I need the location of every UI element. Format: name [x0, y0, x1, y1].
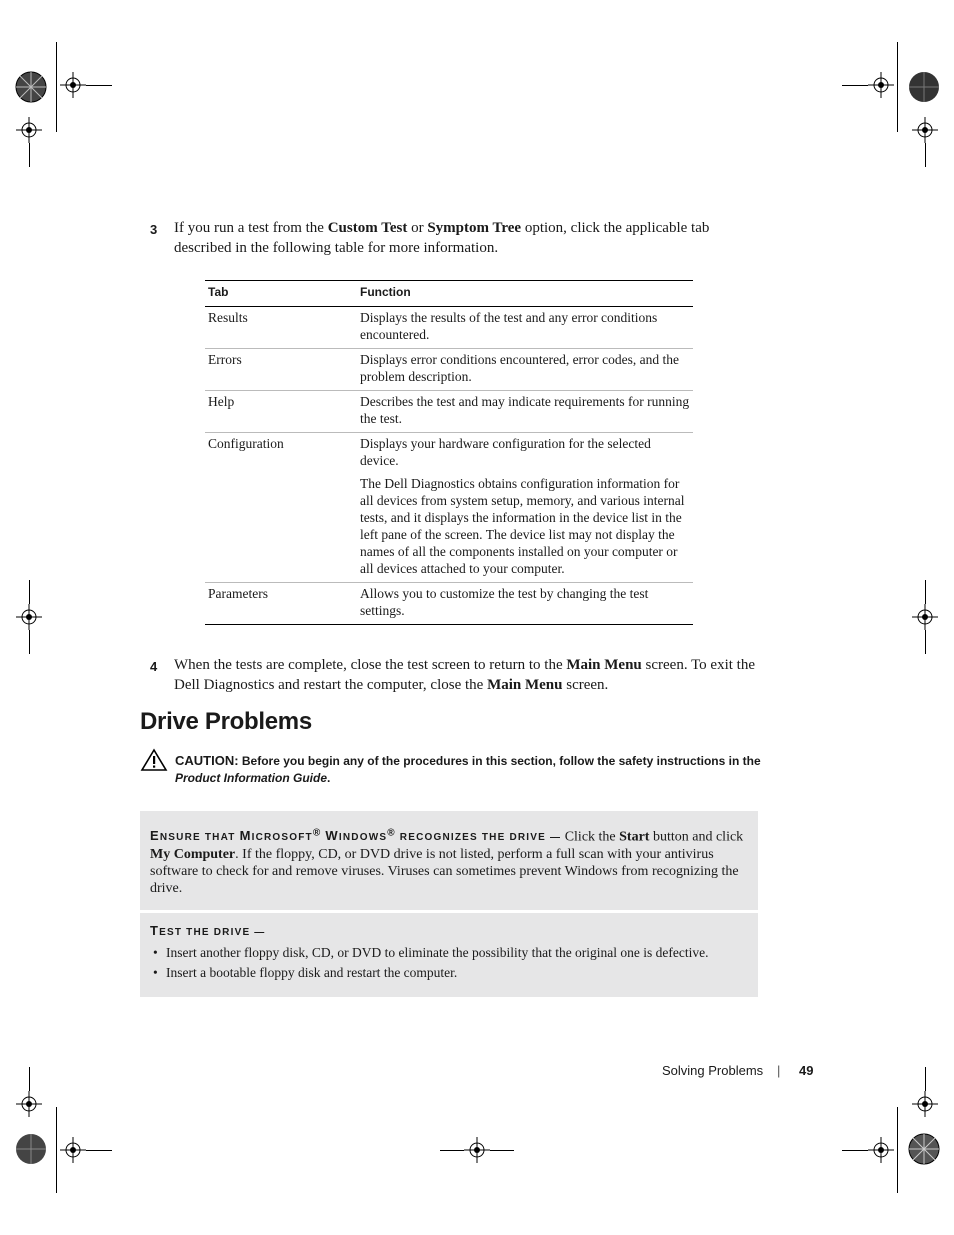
crop-line [56, 1107, 57, 1193]
crop-line [86, 1150, 112, 1151]
footer-separator: | [777, 1063, 781, 1078]
ensure-windows-recognizes-box [140, 811, 758, 910]
heading-cap: E [150, 828, 160, 844]
caution-text [175, 752, 775, 787]
heading-cap: M [239, 828, 252, 844]
crop-line [897, 42, 898, 132]
crop-line [29, 580, 30, 604]
step-number: 3 [150, 222, 158, 237]
step-text-part: screen. [562, 676, 609, 693]
registration-target-icon [907, 1132, 941, 1166]
list-item-text: Insert another floppy disk, CD, or DVD to eliminate the possibility that the original one is defective. [166, 945, 709, 960]
heading-rest: RECOGNIZES THE DRIVE — [395, 832, 562, 844]
box-heading [150, 828, 562, 844]
custom-test-label: Custom Test [327, 220, 408, 236]
registration-target-icon [14, 1132, 48, 1166]
crosshair-icon [16, 604, 42, 630]
bullet-icon: • [153, 965, 158, 980]
step-text [174, 656, 760, 695]
tab-cell: Configuration [205, 433, 357, 583]
crosshair-icon [60, 72, 86, 98]
tab-cell: Errors [205, 349, 357, 391]
step-text [174, 219, 760, 258]
step-text-part: If you run a test from the [174, 220, 328, 236]
box-text: . If the floppy, CD, or DVD drive is not listed, perform a full scan with your antivirus software to check for and remove viruses. Viruses can sometimes prevent Windows from recognizing the drive. [150, 847, 739, 897]
step-3 [150, 219, 760, 258]
crop-line [29, 1067, 30, 1091]
tab-cell: Results [205, 307, 357, 349]
function-text: Displays your hardware configuration for the selected device. [360, 436, 651, 468]
tab-cell: Parameters [205, 583, 357, 625]
list-item [150, 944, 748, 961]
crosshair-icon [912, 1091, 938, 1117]
function-text: The Dell Diagnostics obtains configuration information for all devices from system setup, memory, and various internal tests, and it displays the information in the device list in the left pane of the screen. The device list may not display the names of all the components installed on your computer or all devices attached to your computer. [360, 476, 685, 576]
heading-rest: ICROSOFT [251, 832, 313, 844]
crosshair-icon [868, 1137, 894, 1163]
table-row [205, 307, 693, 349]
crop-line [842, 85, 868, 86]
main-menu-label: Main Menu [487, 676, 563, 693]
tab-function-table [205, 280, 693, 625]
list-item-text: Insert a bootable floppy disk and restart the computer. [166, 965, 458, 980]
table-row [205, 583, 693, 625]
main-menu-label: Main Menu [566, 657, 642, 673]
crosshair-icon [912, 117, 938, 143]
function-cell [357, 349, 693, 391]
function-text: Displays error conditions encountered, error codes, and the problem description. [360, 352, 680, 384]
tab-cell: Help [205, 391, 357, 433]
table-row [205, 391, 693, 433]
function-cell [357, 433, 693, 583]
step-4 [150, 656, 760, 695]
function-cell [357, 583, 693, 625]
crop-line [490, 1150, 514, 1151]
table-row [205, 349, 693, 391]
heading-rest: INDOWS [338, 832, 388, 844]
crop-line [86, 85, 112, 86]
step-text-part: When the tests are complete, close the test screen to return to the [174, 657, 567, 673]
function-text: Displays the results of the test and any error conditions encountered. [360, 310, 658, 342]
crop-line [925, 1067, 926, 1091]
crosshair-icon [60, 1137, 86, 1163]
heading-cap: T [150, 923, 160, 938]
crosshair-icon [868, 72, 894, 98]
crosshair-icon [912, 604, 938, 630]
step-number: 4 [150, 659, 158, 674]
registered-mark: ® [312, 828, 322, 839]
heading-rest: EST THE DRIVE — [159, 927, 266, 938]
step-text-part: option, click the applicable tab described in the following table for more information. [174, 220, 710, 256]
guide-title: Product Information Guide [175, 771, 327, 785]
registered-mark: ® [387, 828, 396, 839]
crop-line [925, 630, 926, 654]
function-cell [357, 307, 693, 349]
box-heading [150, 922, 748, 941]
table-header-row [205, 281, 693, 307]
column-header-tab: Tab [205, 281, 357, 307]
footer-section-name: Solving Problems [662, 1063, 764, 1078]
step-text-part: screen. To exit the Dell Diagnostics and restart the computer, close the [174, 657, 755, 693]
caution-triangle-icon [140, 748, 168, 772]
crop-line [440, 1150, 464, 1151]
crosshair-icon [16, 1091, 42, 1117]
crop-line [925, 580, 926, 604]
caution-label: CAUTION: [175, 753, 239, 768]
symptom-tree-label: Symptom Tree [427, 220, 522, 236]
crop-line [842, 1150, 868, 1151]
crop-line [29, 630, 30, 654]
bullet-icon: • [153, 945, 158, 960]
step-text-part: or [407, 220, 428, 236]
crop-line [29, 143, 30, 167]
function-cell [357, 391, 693, 433]
function-text: Allows you to customize the test by changing the test settings. [360, 586, 649, 618]
heading-rest: NSURE THAT [159, 832, 240, 844]
crop-line [56, 42, 57, 132]
list-item [150, 964, 748, 981]
crosshair-icon [464, 1137, 490, 1163]
page-number: 49 [799, 1063, 814, 1078]
bullet-list [150, 944, 748, 981]
box-text: button and click [649, 829, 744, 845]
crosshair-icon [16, 117, 42, 143]
column-header-function: Function [357, 281, 693, 307]
function-text: Describes the test and may indicate requirements for running the test. [360, 394, 690, 426]
my-computer-label: My Computer [150, 847, 236, 863]
table-row [205, 433, 693, 583]
test-the-drive-box [140, 913, 758, 997]
caution-body: Before you begin any of the procedures in this section, follow the safety instructions in the [238, 754, 761, 768]
start-label: Start [619, 829, 650, 845]
section-title: Drive Problems [140, 708, 312, 735]
crop-line [897, 1107, 898, 1193]
crop-line [925, 143, 926, 167]
box-text: Click the [561, 829, 620, 845]
caution-end: . [327, 771, 331, 785]
registration-target-icon [907, 70, 941, 104]
heading-cap: W [325, 828, 339, 844]
registration-target-icon [14, 70, 48, 104]
